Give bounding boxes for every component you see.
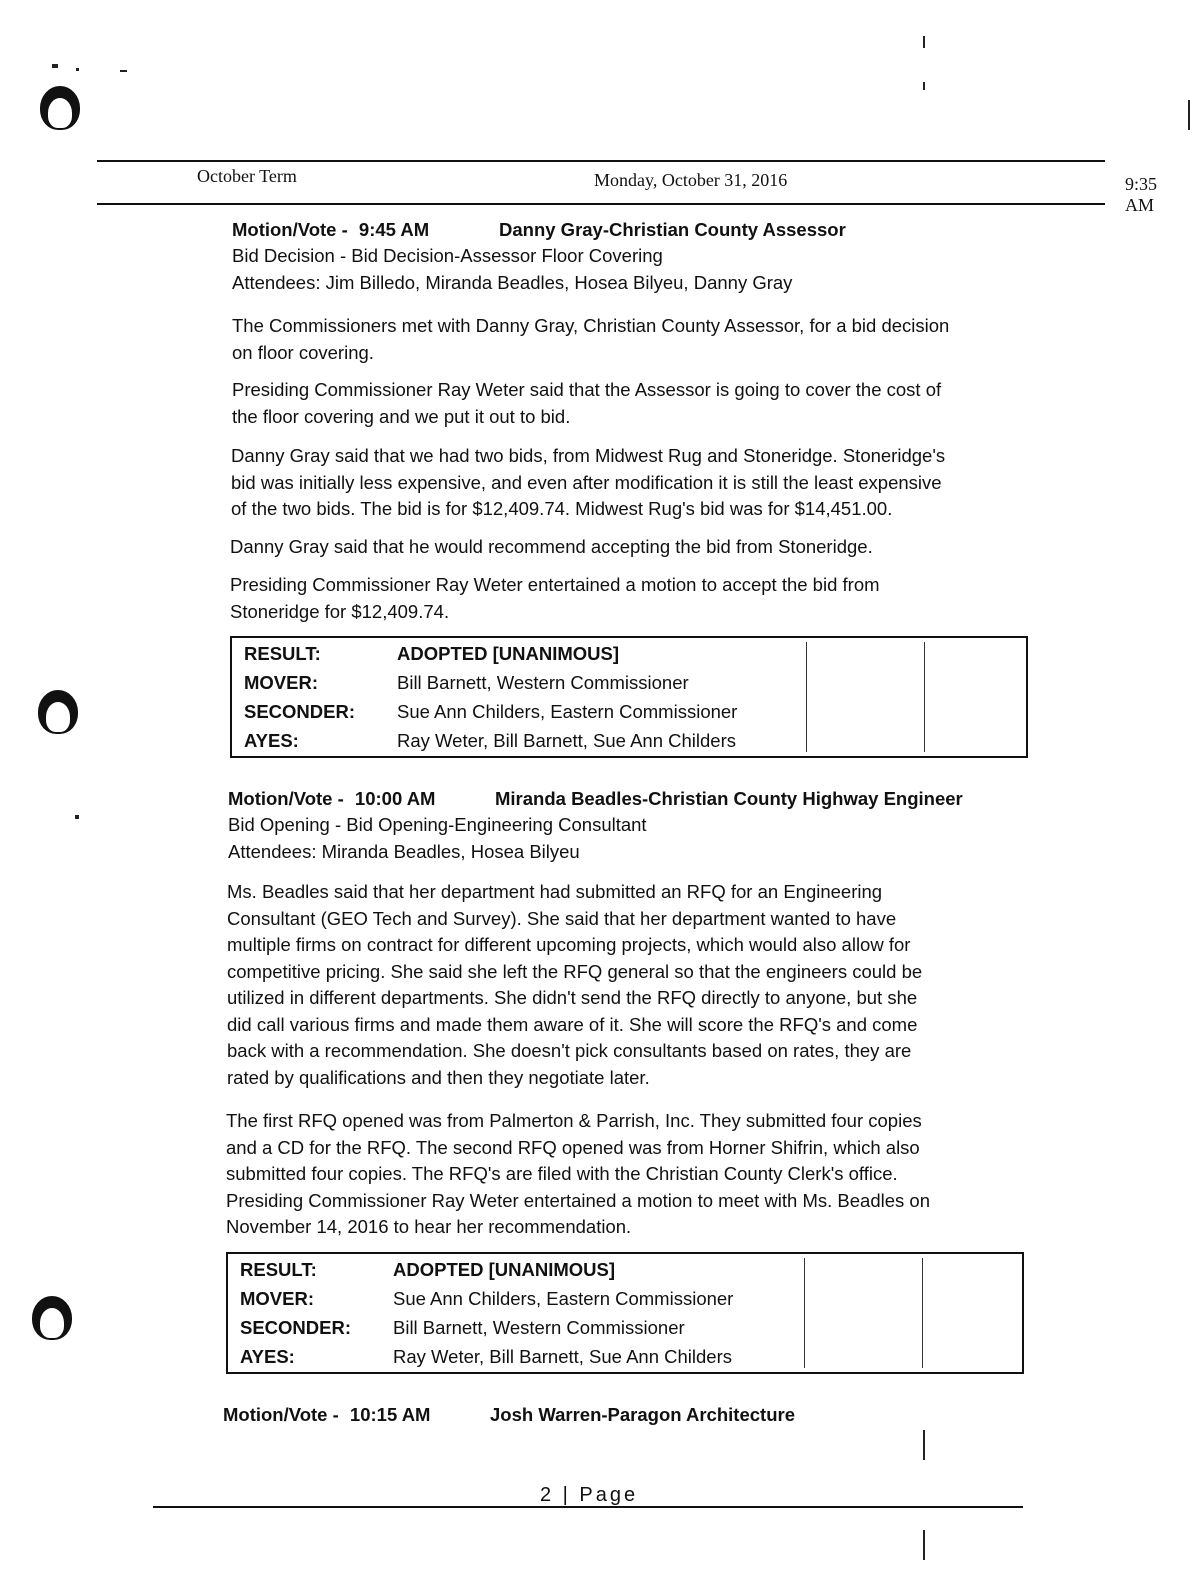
paragraph: Danny Gray said that we had two bids, from Midwest Rug and Stoneridge. Stoneridge's bid was initially less expensive, and even after modification it is still the least expensive of the two bids. The bid is for $12,409.74. Midwest Rug's bid was for $14,451.00. — [231, 445, 946, 519]
scan-speck — [75, 815, 79, 819]
header-date: Monday, October 31, 2016 — [594, 170, 788, 190]
attendees: Attendees: Miranda Beadles, Hosea Bilyeu — [228, 841, 580, 862]
bid-subheading: Bid Opening - Bid Opening-Engineering Consultant — [228, 814, 647, 835]
vote-row: AYES: Ray Weter, Bill Barnett, Sue Ann Childers — [244, 729, 736, 751]
scan-speck — [76, 68, 79, 71]
header-time: 9:35 AM — [1125, 174, 1158, 215]
paragraph: Danny Gray said that he would recommend accepting the bid from Stoneridge. — [230, 536, 873, 557]
vote-row: MOVER: Bill Barnett, Western Commissioner — [244, 671, 689, 693]
paragraph: The Commissioners met with Danny Gray, Christian County Assessor, for a bid decision on floor covering. — [232, 315, 950, 363]
vote-column-divider — [922, 1258, 923, 1368]
header-rule-top — [97, 160, 1105, 162]
term-label: October Term — [197, 166, 297, 186]
header-rule-bottom — [97, 203, 1105, 205]
vote-column-divider — [804, 1258, 805, 1368]
vote-table — [226, 1252, 1024, 1374]
page-number: 2 | Page — [540, 1484, 639, 1506]
hole-punch — [38, 690, 78, 734]
paragraph: The first RFQ opened was from Palmerton & Parrish, Inc. They submitted four copies and a CD for the RFQ. The second RFQ opened was from Horner Shifrin, which also submitted four copies. The RFQ's are filed with the Christian County Clerk's office. Presiding Commissioner Ray Weter entertained a motion to meet with Ms. Beadles on November 14, 2016 to hear her recommendation. — [226, 1110, 931, 1237]
vote-row: SECONDER: Bill Barnett, Western Commissioner — [240, 1316, 685, 1338]
hole-punch — [32, 1296, 72, 1340]
hole-punch — [40, 86, 80, 130]
scan-mark — [923, 1430, 925, 1460]
motion-heading: Motion/Vote - 10:00 AM Miranda Beadles-Christian County Highway Engineer — [228, 788, 963, 809]
motion-heading: Motion/Vote - 9:45 AM Danny Gray-Christian County Assessor — [232, 219, 846, 240]
vote-row: SECONDER: Sue Ann Childers, Eastern Commissioner — [244, 700, 738, 722]
vote-table — [230, 636, 1028, 758]
scan-mark — [923, 82, 925, 90]
vote-row: RESULT: ADOPTED [UNANIMOUS] — [244, 642, 619, 664]
motion-heading: Motion/Vote - 10:15 AM Josh Warren-Paragon Architecture — [223, 1404, 795, 1425]
vote-column-divider — [806, 642, 807, 752]
vote-row: MOVER: Sue Ann Childers, Eastern Commissioner — [240, 1287, 734, 1309]
vote-row: AYES: Ray Weter, Bill Barnett, Sue Ann Childers — [240, 1345, 732, 1367]
scan-mark — [923, 1530, 925, 1560]
paragraph: Ms. Beadles said that her department had submitted an RFQ for an Engineering Consultant (GEO Tech and Survey). She said that her department wanted to have multiple firms on contract for different upcoming projects, which would also allow for competitive pricing. She said she left the RFQ general so that the engineers could be utilized in different departments. She didn't send the RFQ directly to anyone, but she did call various firms and made them aware of it. She will score the RFQ's and come back with a recommendation. She doesn't pick consultants based on rates, they are rated by qualifications and then they negotiate later. — [227, 881, 923, 1088]
attendees: Attendees: Jim Billedo, Miranda Beadles, Hosea Bilyeu, Danny Gray — [232, 272, 793, 293]
scan-speck — [52, 64, 58, 68]
vote-row: RESULT: ADOPTED [UNANIMOUS] — [240, 1258, 615, 1280]
vote-column-divider — [924, 642, 925, 752]
bid-subheading: Bid Decision - Bid Decision-Assessor Floor Covering — [232, 245, 663, 266]
paragraph: Presiding Commissioner Ray Weter entertained a motion to accept the bid from Stoneridge for $12,409.74. — [230, 574, 880, 622]
scan-speck — [120, 70, 127, 72]
scan-mark — [1188, 100, 1190, 130]
paragraph: Presiding Commissioner Ray Weter said that the Assessor is going to cover the cost of the floor covering and we put it out to bid. — [232, 379, 942, 427]
scan-mark — [923, 36, 925, 48]
